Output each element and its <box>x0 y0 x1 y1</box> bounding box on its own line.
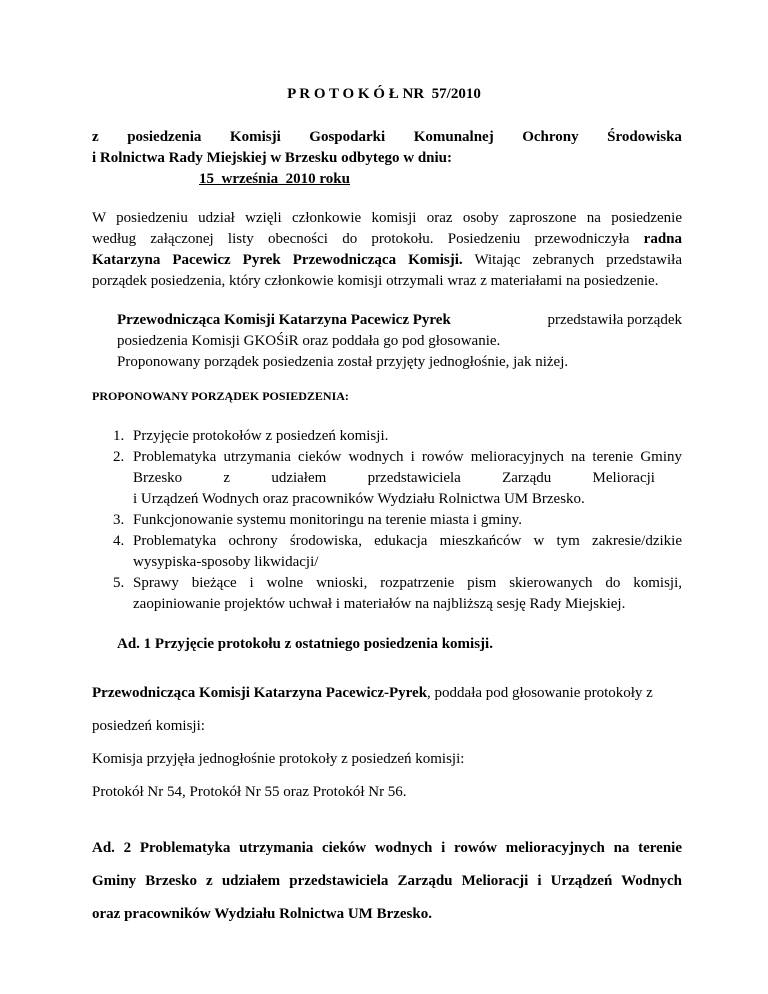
title-spaced: P R O T O K Ó Ł <box>287 86 399 102</box>
agenda-list <box>113 426 682 615</box>
ad1-paragraph-3: Protokół Nr 54, Protokół Nr 55 oraz Protokół Nr 56. <box>92 784 407 800</box>
title-number: NR 57/2010 <box>402 86 481 102</box>
ad1-heading: Ad. 1 Przyjęcie protokołu z ostatniego posiedzenia komisji. <box>117 636 493 652</box>
ad2-heading: Ad. 2 Problematyka utrzymania cieków wodnych i rowów melioracyjnych na terenie Gminy Brzesko z udziałem przedstawiciela Zarządu Melioracji i Urządzeń Wodnych oraz pracowników Wydziału Rolnictwa UM Brzesko. <box>92 840 682 922</box>
ad1-paragraph-1: Przewodnicząca Komisji Katarzyna Pacewicz-Pyrek, poddała pod głosowanie protokoły z <box>92 685 653 701</box>
agenda-item-1: 1. Przyjęcie protokołów z posiedzeń komisji. <box>113 428 389 444</box>
protocol-title <box>0 86 768 103</box>
ad1-paragraph-2: Komisja przyjęła jednogłośnie protokoły z posiedzeń komisji: <box>92 751 465 767</box>
agenda-item-4: 4. Problematyka ochrony środowiska, edukacja mieszkańców w tym zakresie/dzikie wysypiska-sposoby likwidacji/ <box>113 533 682 570</box>
intro-paragraph: W posiedzeniu udział wzięli członkowie komisji oraz osoby zaproszone na posiedzenie według załączonej listy obecności do protokołu. Posiedzeniu przewodniczyła radna Katarzyna Pacewicz Pyrek Przewodnicząca Komisji. Witając zebranych przedstawiła porządek posiedzenia, który członkowie komisji otrzymali wraz z materiałami na posiedzenie. <box>92 210 682 289</box>
agenda-heading: PROPONOWANY PORZĄDEK POSIEDZENIA: <box>92 389 349 403</box>
meeting-date: 15 września 2010 roku <box>199 171 350 187</box>
chair-paragraph: Przewodnicząca Komisji Katarzyna Pacewicz Pyrek przedstawiła porządek posiedzenia Komisji GKOŚiR oraz poddała go pod głosowanie. Proponowany porządek posiedzenia został przyjęty jednogłośnie, jak niżej. <box>117 312 682 370</box>
agenda-item-2: 2. Problematyka utrzymania cieków wodnych i rowów melioracyjnych na terenie Gminy Brzesko z udziałem przedstawiciela Zarządu Melioracji i Urządzeń Wodnych oraz pracowników Wydziału Rolnictwa UM Brzesko. <box>113 449 682 507</box>
agenda-item-5: 5. Sprawy bieżące i wolne wnioski, rozpatrzenie pism skierowanych do komisji, zaopiniowanie projektów uchwał i materiałów na najbliższą sesję Rady Miejskiej. <box>113 575 682 612</box>
agenda-item-3: 3. Funkcjonowanie systemu monitoringu na terenie miasta i gminy. <box>113 512 522 528</box>
header-line-1: z posiedzenia Komisji Gospodarki Komunalnej Ochrony Środowiska <box>92 129 682 145</box>
header-line-2: i Rolnictwa Rady Miejskiej w Brzesku odbytego w dniu: <box>92 150 453 166</box>
ad1-paragraph-1-cont: posiedzeń komisji: <box>92 718 205 734</box>
